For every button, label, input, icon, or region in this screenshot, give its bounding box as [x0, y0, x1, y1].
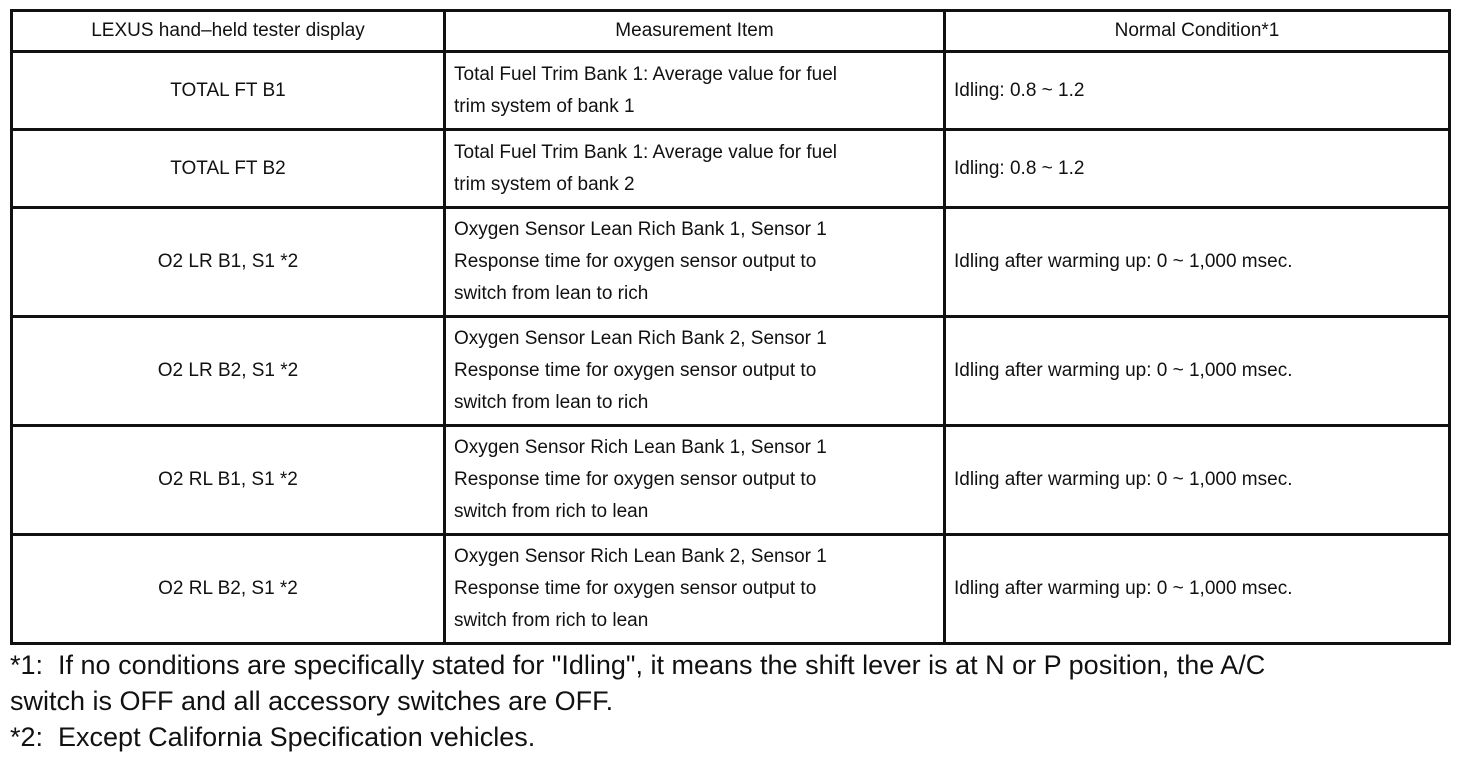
footnote-line: *1: If no conditions are specifically stated for "Idling", it means the shift lever is at N or P position, the A/C	[10, 650, 1266, 680]
footnote-california-exception	[10, 719, 1460, 755]
display-cell: O2 LR B2, S1 *2	[12, 317, 445, 426]
header-normal-condition: Normal Condition*1	[945, 11, 1450, 52]
measurement-item-cell	[445, 535, 945, 644]
item-line: switch from lean to rich	[454, 283, 649, 304]
table-row	[12, 208, 1450, 317]
measurement-item-cell	[445, 130, 945, 208]
measurement-item-cell	[445, 208, 945, 317]
table-row	[12, 535, 1450, 644]
footnote-line: switch is OFF and all accessory switches are OFF.	[10, 686, 614, 716]
item-line: switch from lean to rich	[454, 392, 649, 413]
table-row	[12, 130, 1450, 208]
item-line: Total Fuel Trim Bank 1: Average value for fuel	[454, 63, 838, 85]
display-cell: TOTAL FT B2	[12, 130, 445, 208]
display-cell: O2 LR B1, S1 *2	[12, 208, 445, 317]
normal-condition-cell: Idling: 0.8 ~ 1.2	[945, 130, 1450, 208]
item-line: trim system of bank 1	[454, 95, 635, 117]
normal-condition-cell: Idling: 0.8 ~ 1.2	[945, 52, 1450, 130]
table-row	[12, 52, 1450, 130]
normal-condition-cell: Idling after warming up: 0 ~ 1,000 msec.	[945, 535, 1450, 644]
normal-condition-cell: Idling after warming up: 0 ~ 1,000 msec.	[945, 426, 1450, 535]
item-line: switch from rich to lean	[454, 610, 649, 631]
measurement-item-cell	[445, 426, 945, 535]
item-line: Response time for oxygen sensor output to	[454, 578, 817, 599]
normal-condition-cell: Idling after warming up: 0 ~ 1,000 msec.	[945, 208, 1450, 317]
item-line: Oxygen Sensor Rich Lean Bank 1, Sensor 1	[454, 437, 827, 458]
display-cell: TOTAL FT B1	[12, 52, 445, 130]
item-line: trim system of bank 2	[454, 173, 635, 195]
footnote-line: *2: Except California Specification vehicles.	[10, 722, 536, 752]
item-line: Response time for oxygen sensor output to	[454, 251, 817, 272]
item-line: Oxygen Sensor Lean Rich Bank 1, Sensor 1	[454, 219, 827, 240]
measurement-item-cell	[445, 52, 945, 130]
tester-display-table	[10, 9, 1451, 645]
table-row	[12, 317, 1450, 426]
item-line: Response time for oxygen sensor output to	[454, 360, 817, 381]
display-cell: O2 RL B1, S1 *2	[12, 426, 445, 535]
header-tester-display: LEXUS hand–held tester display	[12, 11, 445, 52]
header-measurement-item: Measurement Item	[445, 11, 945, 52]
item-line: switch from rich to lean	[454, 501, 649, 522]
item-line: Oxygen Sensor Rich Lean Bank 2, Sensor 1	[454, 546, 827, 567]
item-line: Response time for oxygen sensor output to	[454, 469, 817, 490]
footnote-idling-conditions	[10, 647, 1460, 719]
normal-condition-cell: Idling after warming up: 0 ~ 1,000 msec.	[945, 317, 1450, 426]
table-row	[12, 426, 1450, 535]
item-line: Total Fuel Trim Bank 1: Average value for fuel	[454, 141, 838, 163]
item-line: Oxygen Sensor Lean Rich Bank 2, Sensor 1	[454, 328, 827, 349]
measurement-item-cell	[445, 317, 945, 426]
footnotes	[10, 647, 1460, 755]
display-cell: O2 RL B2, S1 *2	[12, 535, 445, 644]
table-header-row	[12, 11, 1450, 52]
